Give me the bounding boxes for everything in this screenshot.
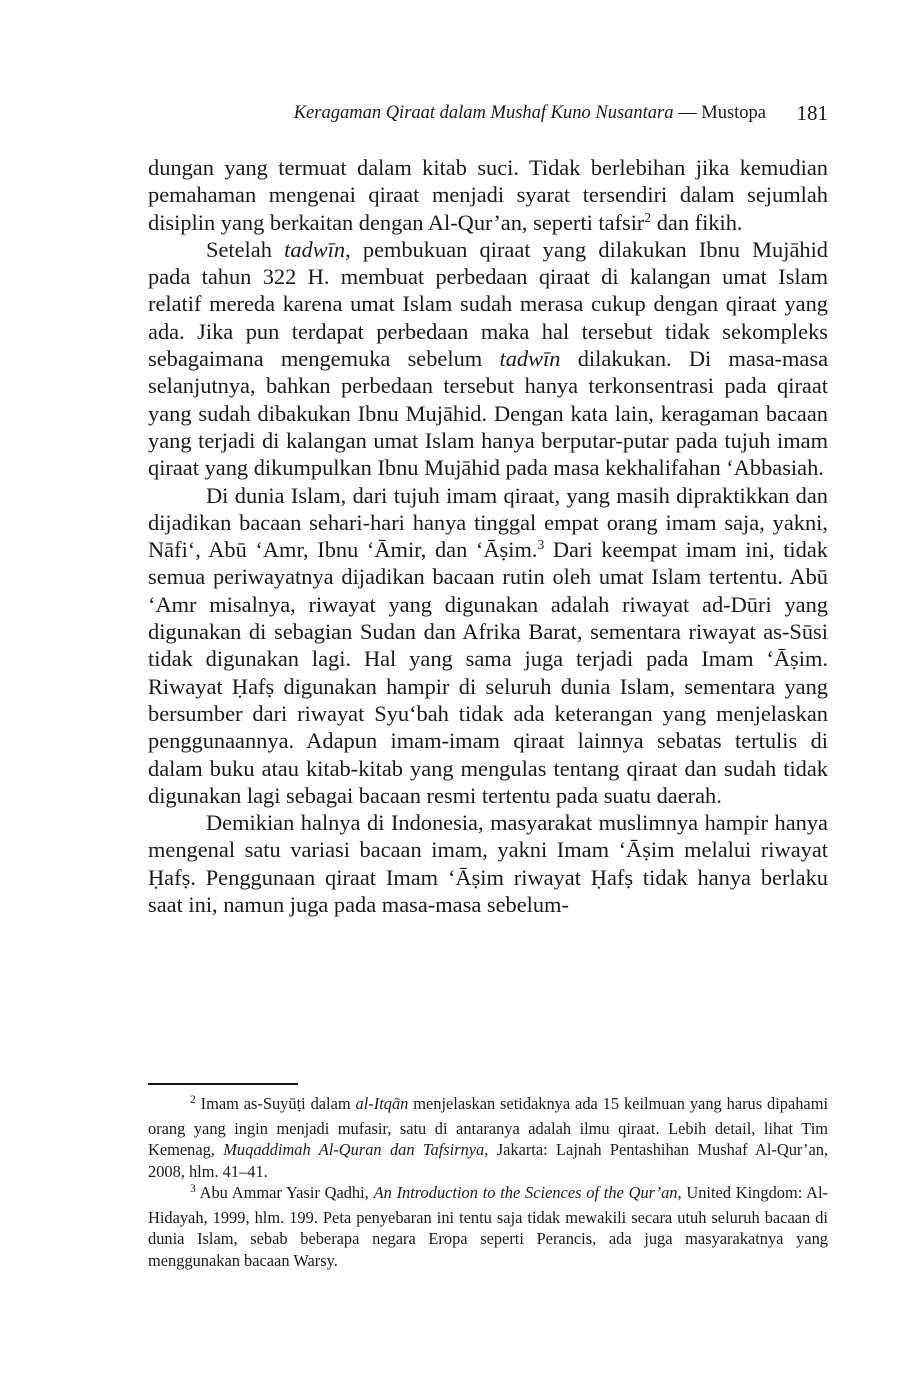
paragraph-1 xyxy=(148,154,828,236)
footnote-ref-3: 3 xyxy=(537,537,545,553)
running-title-italic: Keragaman Qiraat dalam Mushaf Kuno Nusantara xyxy=(293,103,674,123)
running-title-author: — Mustopa xyxy=(673,103,766,123)
paragraph-4-text: Demikian halnya di Indonesia, masyarakat muslimnya hampir hanya mengenal satu variasi bacaan imam, yakni Imam ‘Āṣim melalui riwayat Ḥafṣ. Penggunaan qiraat Imam ‘Āṣim riwayat Ḥafṣ tidak hanya berlaku saat ini, namun juga pada masa-masa sebelum- xyxy=(148,810,828,918)
term-tadwin-2: tadwīn xyxy=(499,346,561,372)
paragraph-1-text: dungan yang termuat dalam kitab suci. Tidak berlebihan jika kemudian pemahaman mengenai qiraat menjadi syarat tersendiri dalam sejumlah disiplin yang berkaitan dengan Al-Qur’an, seperti tafsir xyxy=(148,155,828,235)
paragraph-1-text-end: dan fikih. xyxy=(651,209,743,235)
footnote-3-book-title: An Introduction to the Sciences of the Qur’an xyxy=(373,1183,678,1202)
footnote-2-text-end: , Jakarta: Lajnah Pentashihan Mushaf Al-Qur’an, 2008, hlm. 41–41. xyxy=(148,1140,829,1181)
paragraph-2-text-mid: , pembukuan qiraat yang dilakukan Ibnu Mujāhid pada tahun 322 H. membuat perbedaan qiraat di kalangan umat Islam relatif mereda karena umat Islam sudah merasa cukup dengan qiraat yang ada. Jika pun terdapat perbedaan maka hal tersebut tidak sekompleks sebagaimana mengemuka sebelum xyxy=(148,236,828,372)
paragraph-3-text-end: Dari keempat imam ini, tidak semua periwayatnya dijadikan bacaan rutin oleh umat Islam tertentu. Abū ‘Amr misalnya, riwayat yang digunakan adalah riwayat ad-Dūri yang digunakan di sebagian Sudan dan Afrika Barat, sementara riwayat as-Sūsi tidak digunakan lagi. Hal yang sama juga terjadi pada Imam ‘Āṣim. Riwayat Ḥafṣ digunakan hampir di seluruh dunia Islam, sementara yang bersumber dari riwayat Syu‘bah tidak ada keterangan yang menjelaskan penggunaannya. Adapun imam-imam qiraat lainnya sebatas tertulis di dalam buku atau kitab-kitab yang mengulas tentang qiraat dan sudah tidak digunakan lagi sebagai bacaan resmi tertentu pada suatu daerah. xyxy=(148,537,828,808)
footnote-2-mark: 2 xyxy=(190,1094,196,1107)
term-tadwin: tadwīn xyxy=(284,236,346,262)
page-number: 181 xyxy=(796,101,828,125)
footnote-2-text: Imam as-Suyūṭi dalam xyxy=(195,1094,356,1113)
footnote-3-text-end: , United Kingdom: Al-Hidayah, 1999, hlm. 199. Peta penyebaran ini tentu saja tidak mewakili secara utuh seluruh bacaan di dunia Islam, sebab beberapa negara Eropa seperti Perancis, ada juga masyarakatnya yang menggunakan bacaan Warsy. xyxy=(148,1183,828,1270)
footnote-2-book-title: Muqaddimah Al-Quran dan Tafsirnya xyxy=(223,1140,485,1159)
running-header xyxy=(148,98,828,128)
footnote-3-mark: 3 xyxy=(190,1183,196,1196)
body-text xyxy=(148,154,828,918)
footnotes xyxy=(148,1093,828,1271)
paragraph-4 xyxy=(148,809,828,918)
footnote-3 xyxy=(148,1182,828,1271)
footnote-2-title-itqan: al-Itqān xyxy=(355,1094,409,1113)
paragraph-3 xyxy=(148,482,828,810)
running-title xyxy=(294,98,766,128)
paragraph-3-text: Di dunia Islam, dari tujuh imam qiraat, yang masih dipraktikkan dan dijadikan bacaan sehari-hari hanya tinggal empat orang imam saja, yakni, Nāfi‘, Abū ‘Amr, Ibnu ‘Āmir, dan ‘Āṣim. xyxy=(148,482,828,563)
paragraph-2-text: Setelah xyxy=(206,236,285,262)
paragraph-2 xyxy=(148,236,828,482)
footnote-2-text-mid: menjelaskan setidaknya ada 15 keilmuan yang harus dipahami orang yang ingin menjadi mufasir, satu di antaranya adalah ilmu qiraat. Lebih detail, lihat Tim Kemenag, xyxy=(148,1094,829,1159)
footnote-ref-2: 2 xyxy=(644,209,652,225)
paragraph-2-text-end: dilakukan. Di masa-masa selanjutnya, bahkan perbedaan tersebut hanya terkonsentrasi pada qiraat yang sudah dibakukan Ibnu Mujāhid. Dengan kata lain, keragaman bacaan yang terjadi di kalangan umat Islam hanya berputar-putar pada tujuh imam qiraat yang dikumpulkan Ibnu Mujāhid pada masa kekhalifahan ‘Abbasiah. xyxy=(148,346,829,481)
footnote-2 xyxy=(148,1093,828,1182)
footnote-3-text: Abu Ammar Yasir Qadhi, xyxy=(195,1183,374,1202)
footnote-divider xyxy=(148,1083,298,1085)
